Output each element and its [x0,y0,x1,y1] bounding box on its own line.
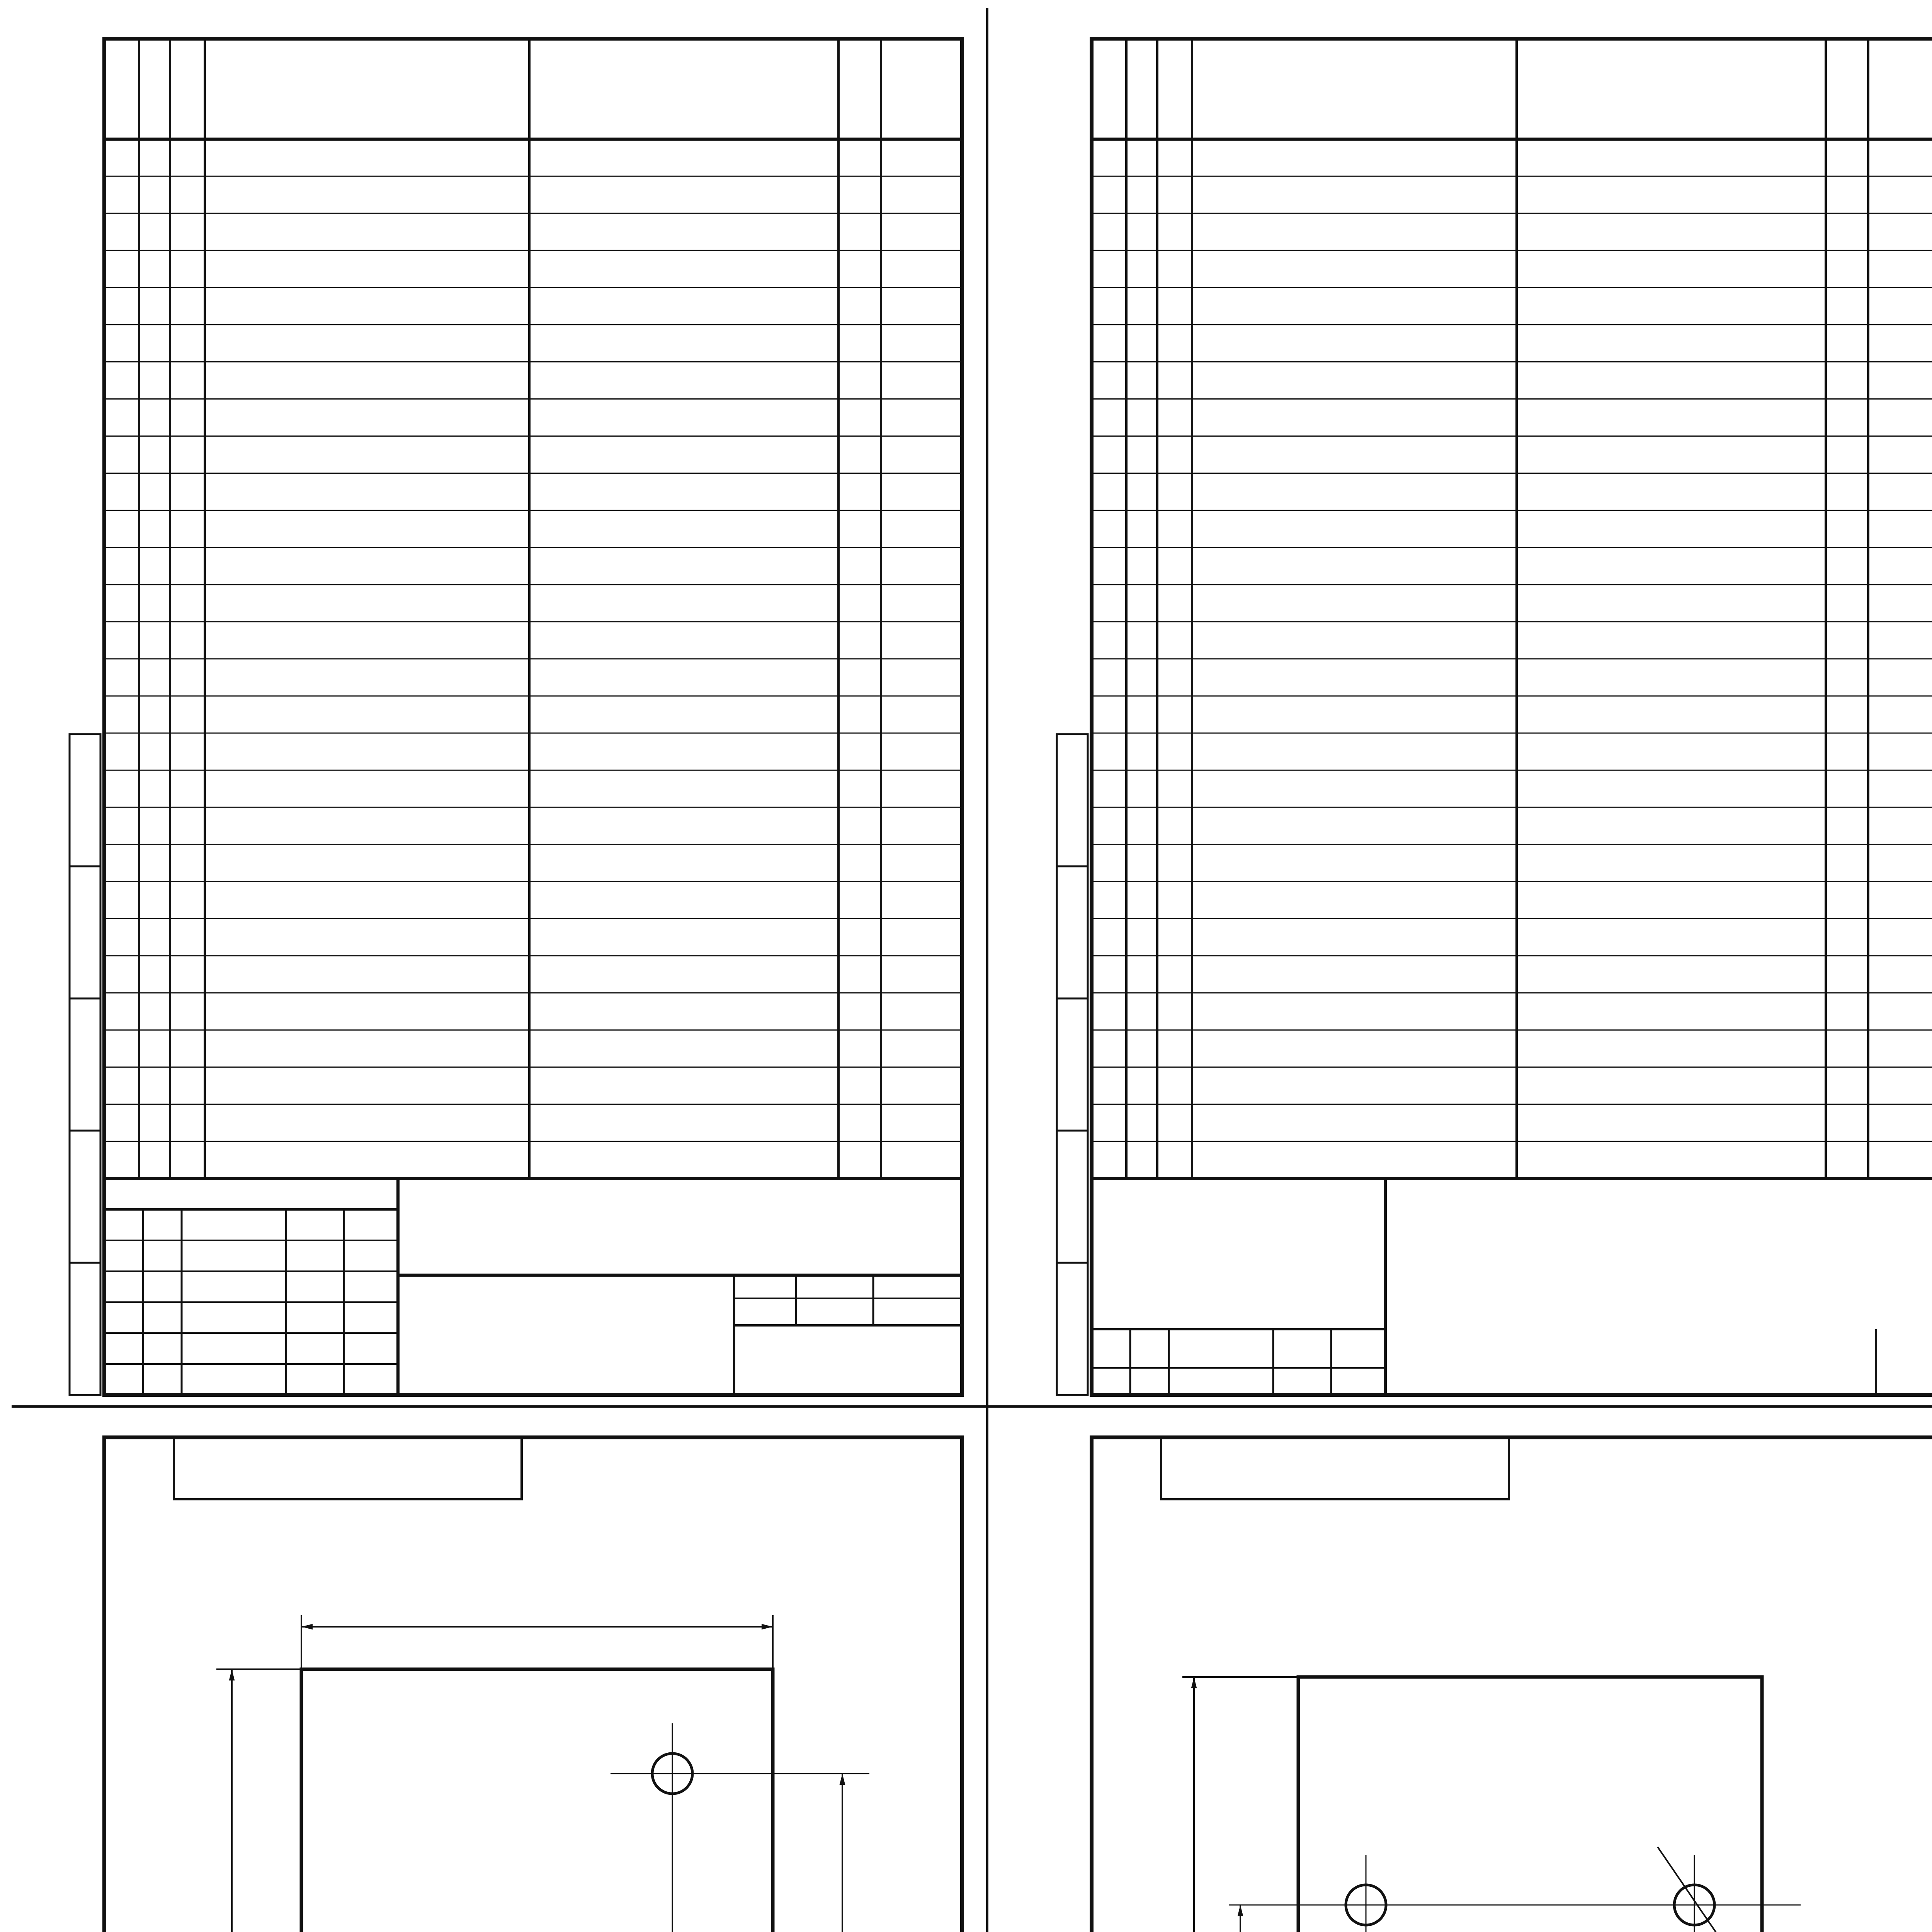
sheet2-spec-sheet [1057,39,1932,1395]
plate-outline [1298,1677,1762,1932]
plate-outline [301,1669,773,1932]
plate-029-drawing [216,1615,869,1932]
arrowhead [840,1774,845,1785]
mirror-code-frame [174,1437,522,1499]
arrowhead [1191,1677,1197,1688]
side-stamp-frame [70,734,100,1395]
mirror-code-box [1161,1437,1509,1499]
sheet2-title-block [1092,1179,1932,1395]
arrowhead [301,1624,313,1630]
page-layout [12,8,1932,1932]
sheet1-title-block [104,1179,962,1395]
arrowhead [1238,1905,1243,1916]
sheet-frame [1092,39,1932,1395]
mirror-code-frame [1161,1437,1509,1499]
sheet3-part-sheet [70,1437,962,1932]
side-stamp-frame [1057,734,1088,1395]
mirror-code-box [174,1437,522,1499]
plate-031-drawing [1182,1677,1816,1932]
sheet4-part-sheet [1057,1437,1932,1932]
sheet1-spec-sheet [70,39,962,1395]
sheet-frame [104,39,962,1395]
arrowhead [762,1624,773,1630]
sheet-frame [104,1437,962,1932]
arrowhead [229,1669,235,1680]
sheet-frame [1092,1437,1932,1932]
